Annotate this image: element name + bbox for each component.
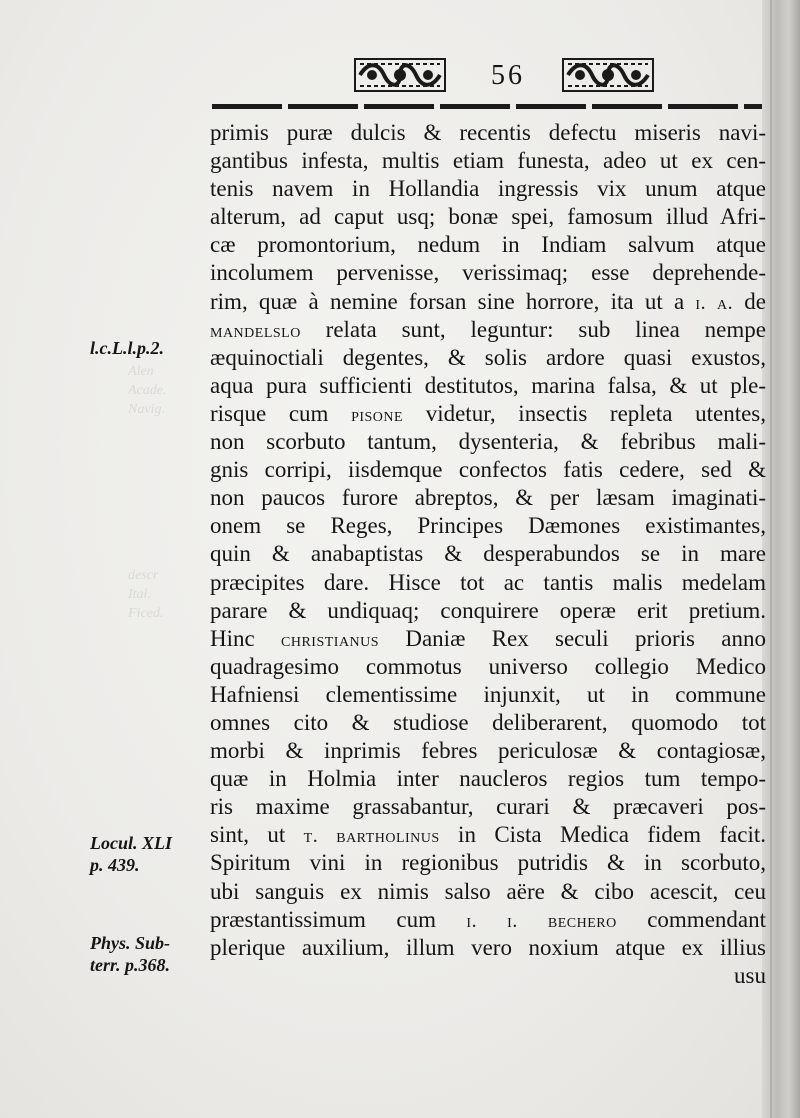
- text-segment: omnes cito & studiose deliberarent, quomodo tot: [210, 709, 766, 735]
- text-line: [210, 147, 766, 175]
- page-gutter-edge: [762, 0, 800, 1118]
- text-segment: Spiritum vini in regionibus putridis & in scorbuto,: [210, 850, 766, 876]
- marginal-note-line: l.c.L.l.p.2.: [90, 338, 164, 358]
- text-segment: tenis navem in Hollandia ingressis vix unum atque: [210, 176, 766, 202]
- text-line: [210, 653, 766, 681]
- fleuron-ornament-icon: [354, 56, 446, 94]
- marginal-note-line: Locul. XLI: [90, 833, 173, 853]
- text-line: [210, 344, 766, 372]
- text-segment: rim, quæ à nemine forsan sine horrore, ita ut a: [210, 288, 696, 314]
- text-line: [210, 175, 766, 203]
- bleed-through-text: Alen Acade. Navig.: [128, 364, 167, 417]
- text-segment: onem se Reges, Principes Dæmones existimantes,: [210, 513, 766, 539]
- text-line: [210, 737, 766, 765]
- text-segment: incolumem pervenisse, verissimaq; esse deprehende-: [210, 260, 766, 286]
- catchword: usu: [734, 962, 766, 988]
- text-segment: aqua pura sufficienti destitutos, marina falsa, & ut ple-: [210, 372, 766, 398]
- proper-name: i. a.: [695, 291, 734, 314]
- text-line: [210, 849, 766, 877]
- marginal-note: [90, 832, 172, 876]
- text-line: [210, 428, 766, 456]
- marginal-note: [90, 932, 170, 976]
- header-rule: [212, 104, 762, 109]
- proper-name: mandelslo: [210, 319, 301, 342]
- text-segment: quæ in Holmia inter naucleros regios tum tempo-: [210, 766, 766, 792]
- text-segment: morbi & inprimis febres periculosæ & contagiosæ,: [210, 738, 766, 764]
- marginal-note-line: terr. p.368.: [90, 955, 171, 975]
- text-segment: alterum, ad caput usq; bonæ spei, famosum illud Afri-: [210, 204, 766, 230]
- text-segment: Hinc: [210, 625, 281, 651]
- text-segment: plerique auxilium, illum vero noxium atque ex illius: [210, 934, 766, 960]
- marginal-note-line: Phys. Sub-: [90, 933, 171, 953]
- text-line: [210, 793, 766, 821]
- text-line: [210, 456, 766, 484]
- text-line: [210, 597, 766, 625]
- text-line: [210, 569, 766, 597]
- marginal-note-line: p. 439.: [90, 855, 140, 875]
- text-line: [210, 203, 766, 231]
- text-segment: relata sunt, leguntur: sub linea nempe: [300, 316, 766, 342]
- text-line: [210, 540, 766, 568]
- page-number: 56: [491, 60, 525, 91]
- text-segment: de: [733, 288, 766, 314]
- text-segment: commendant: [616, 906, 766, 932]
- text-line: [210, 709, 766, 737]
- proper-name: i. i. bechero: [466, 909, 617, 932]
- text-line: [210, 259, 766, 287]
- text-line: [210, 316, 766, 344]
- text-line: [210, 906, 766, 934]
- proper-name: christianus: [281, 628, 380, 651]
- text-line: [210, 288, 766, 316]
- fleuron-ornament-icon: [562, 56, 654, 94]
- text-segment: Hafniensi clementissime injunxit, ut in commune: [210, 681, 766, 707]
- text-line: [210, 878, 766, 906]
- text-line: [210, 625, 766, 653]
- text-segment: quin & anabaptistas & desperabundos se in mare: [210, 541, 766, 567]
- text-segment: æquinoctiali degentes, & solis ardore quasi exustos,: [210, 344, 766, 370]
- text-segment: quadragesimo commotus universo collegio Medico: [210, 653, 766, 679]
- text-segment: risque cum: [210, 400, 352, 426]
- text-line: [210, 372, 766, 400]
- text-line: [210, 512, 766, 540]
- proper-name: pisone: [351, 403, 404, 426]
- text-segment: Daniæ Rex seculi prioris anno: [379, 625, 766, 651]
- text-segment: in Cista Medica fidem facit.: [439, 822, 766, 848]
- text-segment: gantibus infesta, multis etiam funesta, adeo ut ex cen-: [210, 148, 766, 174]
- text-line: [210, 765, 766, 793]
- text-line: [210, 934, 766, 962]
- text-line: [210, 119, 766, 147]
- text-segment: videtur, insectis repleta utentes,: [403, 400, 766, 426]
- text-line: [210, 400, 766, 428]
- text-segment: ubi sanguis ex nimis salso aëre & cibo acescit, ceu: [210, 878, 766, 904]
- bleed-through-text: descr Ital. Ficed.: [128, 568, 164, 621]
- text-segment: ris maxime grassabantur, curari & præcaveri pos-: [210, 794, 766, 820]
- text-segment: parare & undiquaq; conquirere operæ erit pretium.: [210, 597, 766, 623]
- text-segment: non paucos furore abreptos, & per læsam imaginati-: [210, 485, 766, 511]
- page-header: [340, 56, 670, 100]
- text-line: [210, 484, 766, 512]
- text-segment: præstantissimum cum: [210, 906, 467, 932]
- text-segment: primis puræ dulcis & recentis defectu miseris navi-: [210, 120, 766, 145]
- proper-name: t. bartholinus: [303, 825, 440, 848]
- text-segment: gnis corripi, iisdemque confectos fatis cedere, sed &: [210, 457, 766, 483]
- text-segment: cæ promontorium, nedum in Indiam salvum atque: [210, 232, 766, 258]
- text-line: [210, 231, 766, 259]
- marginal-note: [90, 337, 164, 359]
- text-segment: præcipites dare. Hisce tot ac tantis malis medelam: [210, 569, 766, 595]
- text-segment: non scorbuto tantum, dysenteria, & febribus mali-: [210, 429, 766, 455]
- text-line: [210, 681, 766, 709]
- text-segment: sint, ut: [210, 822, 304, 848]
- text-line: [210, 821, 766, 849]
- body-text: [210, 119, 766, 990]
